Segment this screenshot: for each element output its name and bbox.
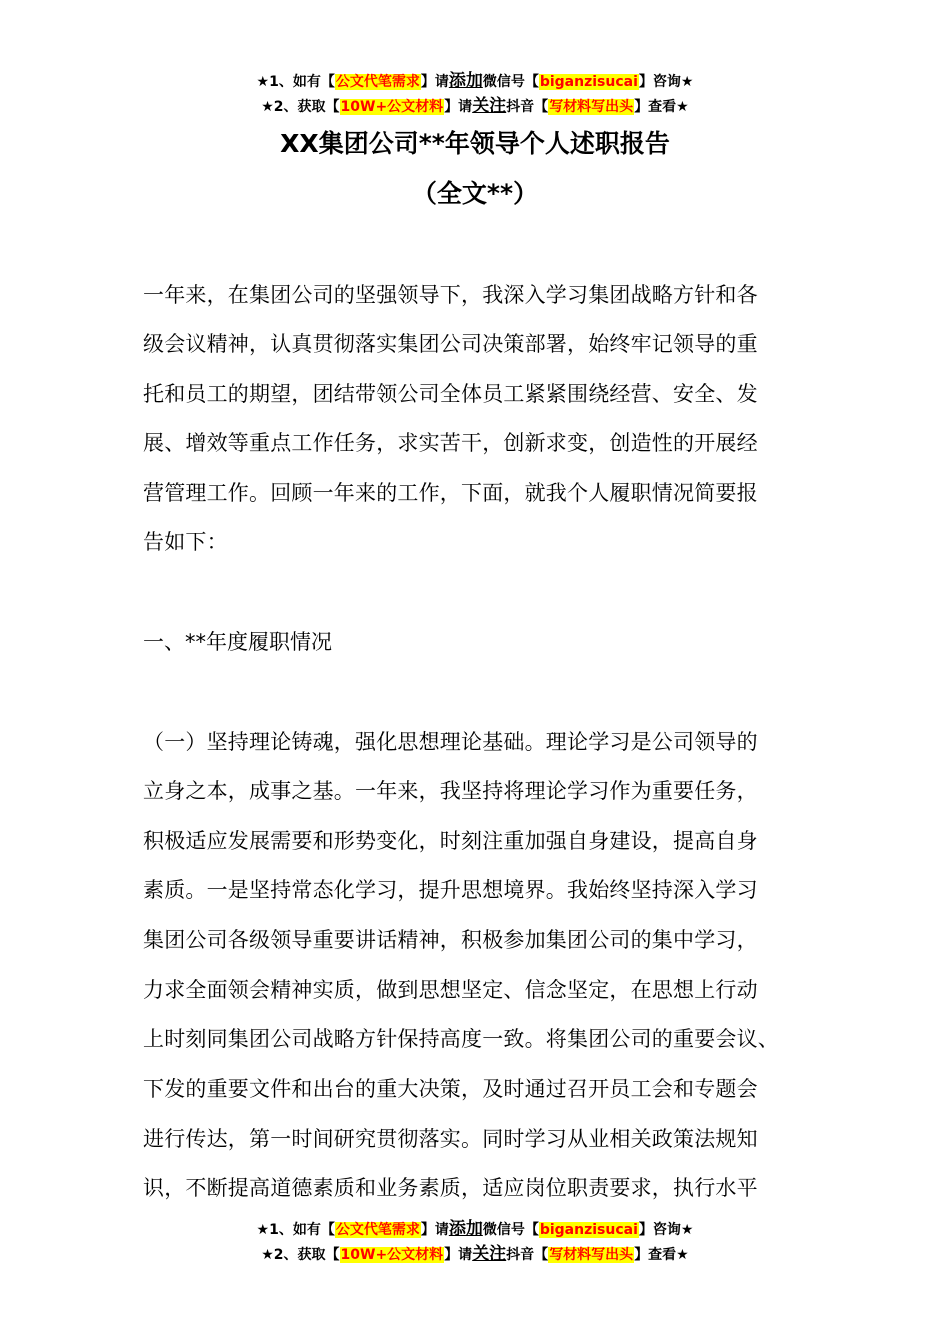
- banner-text: 微信号【: [482, 74, 539, 90]
- paragraph-line: 一年来，在集团公司的坚强领导下，我深入学习集团战略方针和各: [143, 283, 758, 307]
- banner-text: 抖音【: [506, 1247, 549, 1263]
- section-heading: 一、**年度履职情况: [143, 630, 332, 654]
- banner-text: 】查看★: [634, 99, 689, 115]
- underline-add: 添加: [448, 71, 483, 91]
- paragraph-line: 力求全面领会精神实质，做到思想坚定、信念坚定，在思想上行动: [143, 978, 758, 1002]
- banner-text: 微信号【: [482, 1222, 539, 1238]
- paragraph-line: 展、增效等重点工作任务，求实苦干，创新求变，创造性的开展经: [143, 431, 758, 455]
- paragraph-line: 营管理工作。回顾一年来的工作，下面，就我个人履职情况简要报: [143, 481, 758, 505]
- highlight-douyin: 写材料写出头: [549, 1247, 634, 1263]
- banner-line-1: [0, 69, 950, 94]
- banner-line-1: [0, 1217, 950, 1242]
- banner-text: 】查看★: [634, 1247, 689, 1263]
- banner-text: 】咨询★: [638, 74, 694, 90]
- banner-text: ★1、如有【: [256, 74, 335, 90]
- paragraph-line: 告如下：: [143, 530, 228, 554]
- paragraph-line: 上时刻同集团公司战略方针保持高度一致。将集团公司的重要会议、: [143, 1027, 779, 1051]
- banner-text: 】请: [444, 99, 473, 115]
- banner-text: 】请: [444, 1247, 473, 1263]
- banner-text: ★1、如有【: [256, 1222, 335, 1238]
- paragraph-line: （一）坚持理论铸魂，强化思想理论基础。理论学习是公司领导的: [143, 730, 758, 754]
- document-subtitle: （全文**）: [411, 179, 539, 208]
- underline-follow: 关注: [472, 96, 507, 116]
- highlight-materials: 10W+公文材料: [340, 1247, 444, 1263]
- banner-text: ★2、获取【: [261, 1247, 340, 1263]
- highlight-wechat-id: biganzisucai: [539, 74, 638, 90]
- banner-text: 抖音【: [506, 99, 549, 115]
- header-banner: [0, 69, 950, 119]
- highlight-ghostwriting: 公文代笔需求: [335, 74, 420, 90]
- paragraph-line: 进行传达，第一时间研究贯彻落实。同时学习从业相关政策法规知: [143, 1127, 758, 1151]
- banner-text: ★2、获取【: [261, 99, 340, 115]
- underline-follow: 关注: [472, 1244, 507, 1264]
- highlight-wechat-id: biganzisucai: [539, 1222, 638, 1238]
- paragraph-line: 立身之本，成事之基。一年来，我坚持将理论学习作为重要任务，: [143, 779, 758, 803]
- banner-text: 】咨询★: [638, 1222, 694, 1238]
- highlight-douyin: 写材料写出头: [549, 99, 634, 115]
- paragraph-line: 积极适应发展需要和形势变化，时刻注重加强自身建设，提高自身: [143, 829, 758, 853]
- banner-line-2: [0, 94, 950, 119]
- paragraph-line: 级会议精神，认真贯彻落实集团公司决策部署，始终牢记领导的重: [143, 332, 758, 356]
- banner-line-2: [0, 1242, 950, 1267]
- paragraph-line: 下发的重要文件和出台的重大决策，及时通过召开员工会和专题会: [143, 1077, 758, 1101]
- document-title: XX集团公司**年领导个人述职报告: [280, 129, 670, 158]
- footer-banner: [0, 1217, 950, 1267]
- highlight-ghostwriting: 公文代笔需求: [335, 1222, 420, 1238]
- underline-add: 添加: [448, 1219, 483, 1239]
- paragraph-line: 识，不断提高道德素质和业务素质，适应岗位职责要求，执行水平: [143, 1176, 758, 1200]
- banner-text: 】请: [420, 74, 449, 90]
- highlight-materials: 10W+公文材料: [340, 99, 444, 115]
- paragraph-line: 素质。一是坚持常态化学习，提升思想境界。我始终坚持深入学习: [143, 878, 758, 902]
- paragraph-line: 托和员工的期望，团结带领公司全体员工紧紧围绕经营、安全、发: [143, 382, 758, 406]
- paragraph-line: 集团公司各级领导重要讲话精神，积极参加集团公司的集中学习，: [143, 928, 758, 952]
- banner-text: 】请: [420, 1222, 449, 1238]
